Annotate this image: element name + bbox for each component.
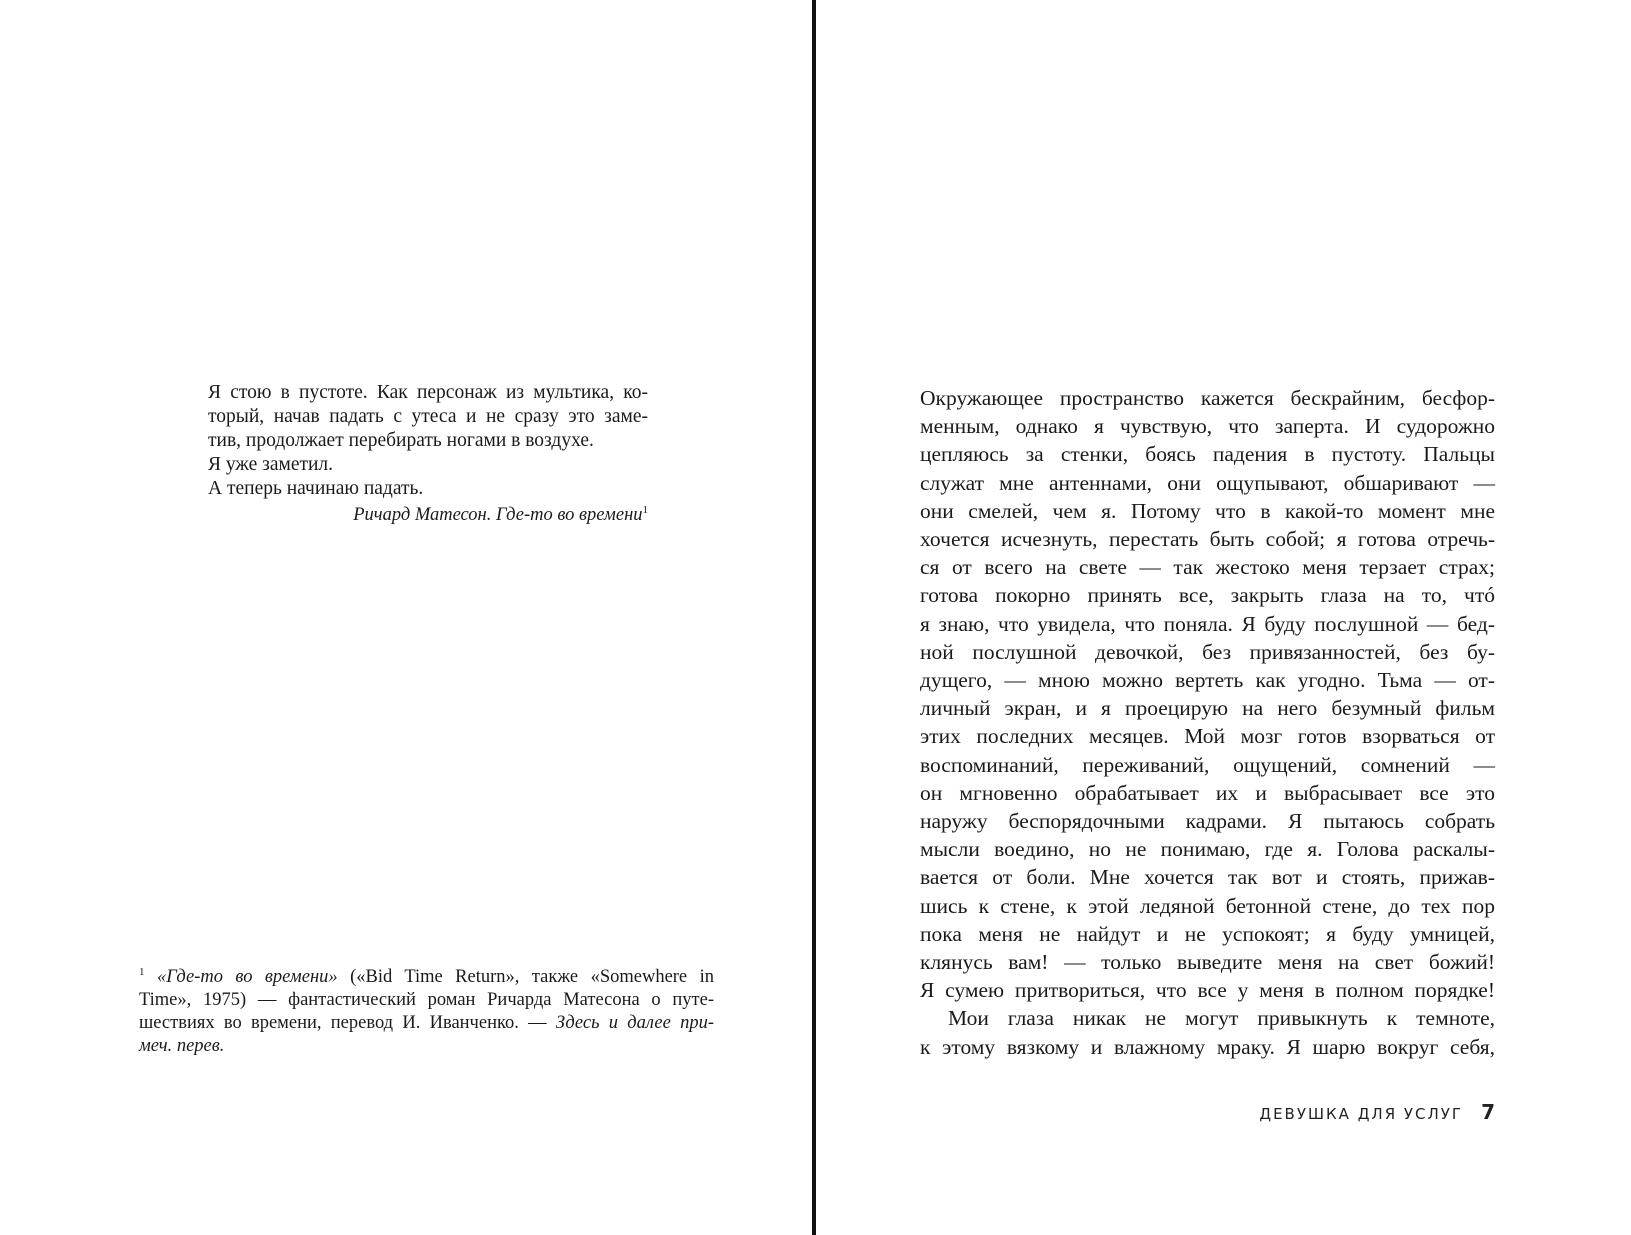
epigraph-line: А теперь начинаю падать. xyxy=(208,478,424,499)
footnote xyxy=(139,966,714,1058)
text-line: Окружающее пространство кажется бескрайним, бесфор- xyxy=(920,386,1495,410)
text-line: мысли воедино, но не понимаю, где я. Голова раскалы- xyxy=(920,837,1495,862)
text-line: готова покорно принять все, закрыть глаза на то, чтó xyxy=(920,583,1495,608)
main-text xyxy=(920,384,1495,1061)
text-line: они смелей, чем я. Потому что в какой-то момент мне xyxy=(920,498,1495,523)
text-line: ной послушной девочкой, без привязанностей, без бу- xyxy=(920,639,1495,664)
footnote-text: («Bid Time Return», также «Somewhere in xyxy=(337,967,714,987)
text-line: ся от всего на свете — так жестоко меня терзает страх; xyxy=(920,555,1495,580)
text-line: шись к стене, к этой ледяной бетонной стене, до тех пор xyxy=(920,893,1495,918)
text-line: пока меня не найдут и не успокоят; я буду умницей, xyxy=(920,921,1495,946)
footnote-marker: 1 xyxy=(139,966,145,978)
epigraph-line: Я стою в пустоте. Как персонаж из мультика, ко- xyxy=(208,382,648,403)
left-page xyxy=(0,0,812,1235)
footnote-line xyxy=(139,1012,714,1035)
running-title: ДЕВУШКА ДЛЯ УСЛУГ xyxy=(1259,1105,1464,1123)
text-line: этих последних месяцев. Мой мозг готов взорваться от xyxy=(920,724,1495,749)
footnote-line xyxy=(139,1035,714,1058)
text-line: дущего, — мною можно вертеть как угодно. Тьма — от- xyxy=(920,668,1495,693)
footnote-note: меч. перев. xyxy=(139,1036,225,1056)
epigraph xyxy=(208,381,648,527)
text-line: воспоминаний, переживаний, ощущений, сомнений — xyxy=(920,752,1495,777)
running-footer xyxy=(920,1100,1495,1124)
text-line: вается от боли. Мне хочется так вот и стоять, прижав- xyxy=(920,865,1495,890)
text-line: наружу беспорядочными кадрами. Я пытаюсь собрать xyxy=(920,809,1495,834)
epigraph-line: тив, продолжает перебирать ногами в воздухе. xyxy=(208,430,594,451)
text-line: служат мне антеннами, они ощупывают, обшаривают — xyxy=(920,470,1495,495)
epigraph-attribution xyxy=(208,503,648,527)
text-line: клянусь вам! — только выведите меня на свет божий! xyxy=(920,950,1495,975)
text-line: хочется исчезнуть, перестать быть собой; я готова отречь- xyxy=(920,527,1495,552)
text-line: Мои глаза никак не могут привыкнуть к темноте, xyxy=(948,1006,1495,1031)
text-line: личный экран, и я проецирую на него безумный фильм xyxy=(920,696,1495,721)
epigraph-line: торый, начав падать с утеса и не сразу это заме- xyxy=(208,406,648,427)
footnote-text: шествиях во времени, перевод И. Иванченко. — xyxy=(139,1013,556,1033)
text-line: к этому вязкому и влажному мраку. Я шарю вокруг себя, xyxy=(920,1034,1495,1059)
text-line: Я сумею притвориться, что все у меня в полном порядке! xyxy=(920,978,1495,1003)
attribution-text: Ричард Матесон. Где-то во времени xyxy=(353,505,643,525)
text-line: цепляюсь за стенки, боясь падения в пустоту. Пальцы xyxy=(920,442,1495,467)
epigraph-line: Я уже заметил. xyxy=(208,454,334,475)
right-page xyxy=(820,0,1631,1235)
footnote-title: «Где-то во времени» xyxy=(156,967,338,987)
text-line: он мгновенно обрабатывает их и выбрасывает все это xyxy=(920,780,1495,805)
text-line: менным, однако я чувствую, что заперта. И судорожно xyxy=(920,414,1495,439)
footnote-line xyxy=(139,966,714,989)
footnote-note: Здесь и далее при- xyxy=(555,1013,714,1033)
footnote-reference: 1 xyxy=(642,504,648,516)
footnote-line: Time», 1975) — фантастический роман Ричарда Матесона о путе- xyxy=(139,990,714,1010)
text-line: я знаю, что увидела, что поняла. Я буду послушной — бед- xyxy=(920,611,1495,636)
page-number: 7 xyxy=(1481,1100,1495,1124)
book-spine-divider xyxy=(812,0,816,1235)
